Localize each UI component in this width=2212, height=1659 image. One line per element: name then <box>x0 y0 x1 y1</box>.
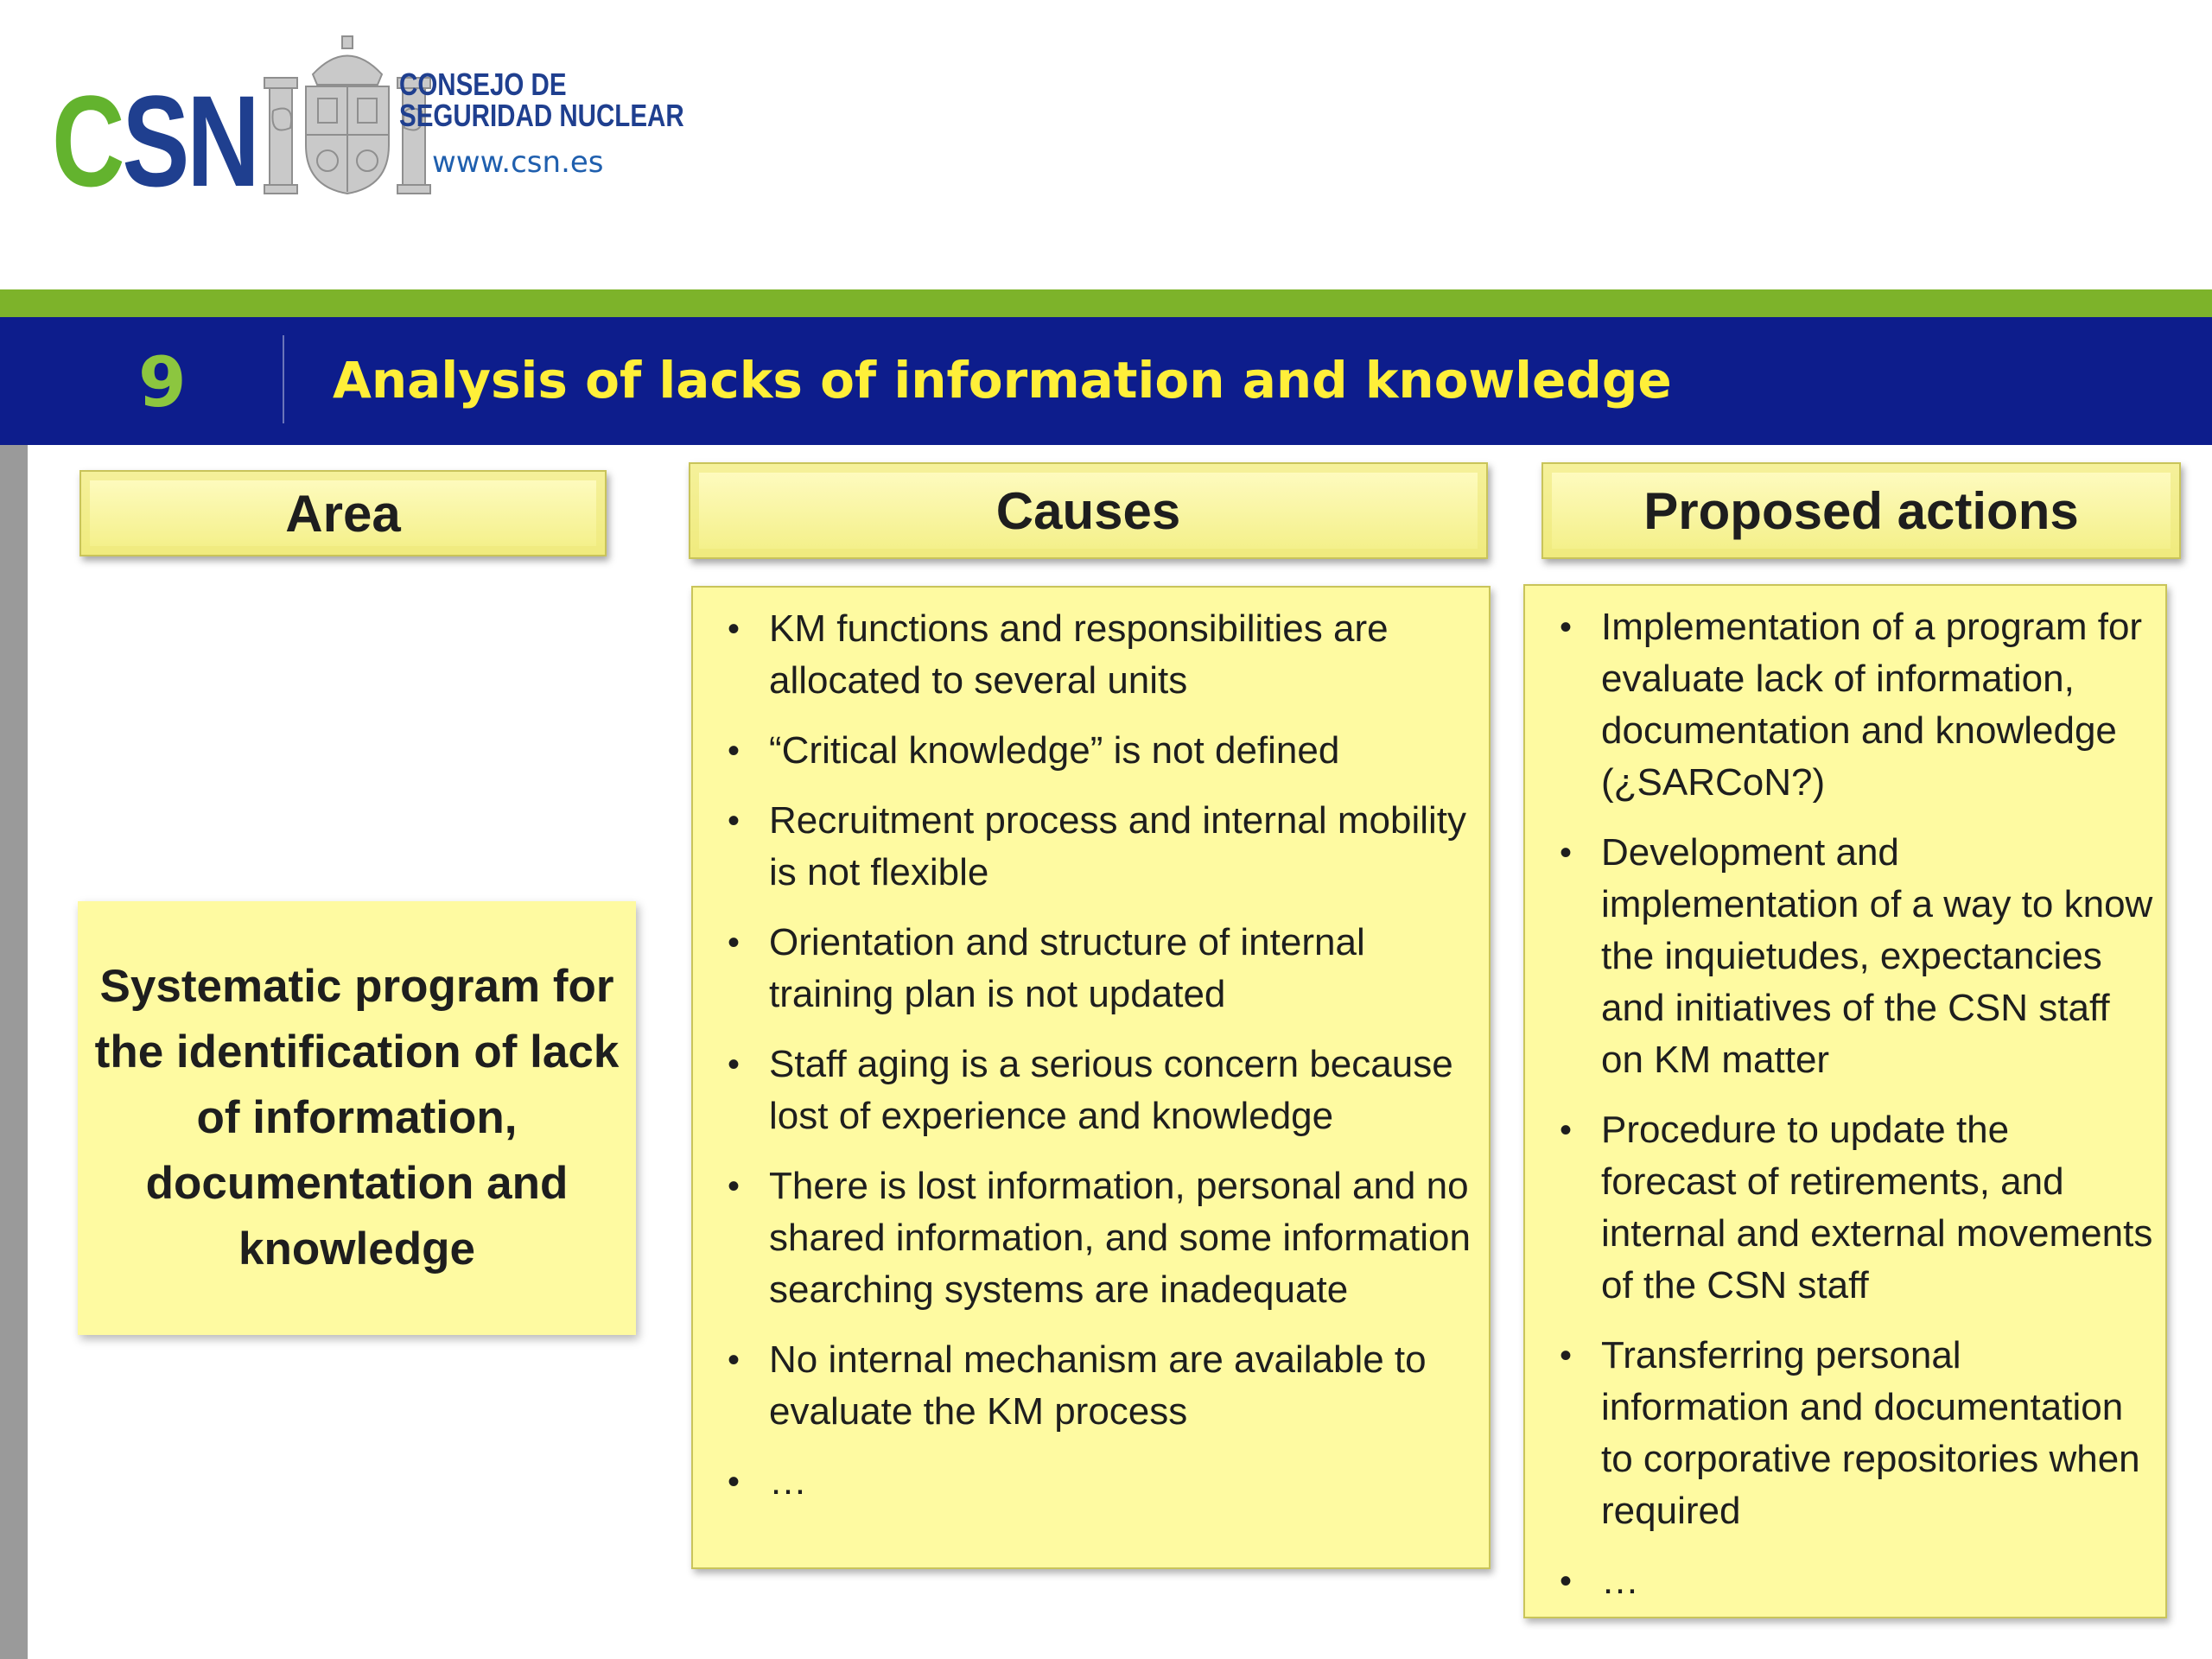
area-column-header: Area <box>79 470 607 556</box>
slide-title: Analysis of lacks of information and knowledge <box>333 351 1672 410</box>
action-item: • Transferring personal information and documentation to corporative repositories when required <box>1549 1330 2154 1537</box>
proposed-actions-box <box>1523 584 2167 1618</box>
cause-item: • No internal mechanism are available to evaluate the KM process <box>717 1334 1486 1438</box>
action-item: • Development and implementation of a way to know the inquietudes, expectancies and initiatives of the CSN staff on KM matter <box>1549 827 2154 1086</box>
logo-url: www.csn.es <box>432 145 604 180</box>
area-text: Systematic program for the identification of lack of information, documentation and knowledge <box>94 961 620 1274</box>
slide-number: 9 <box>138 342 187 423</box>
cause-item: • Orientation and structure of internal training plan is not updated <box>717 917 1486 1020</box>
causes-box <box>691 586 1491 1569</box>
causes-list <box>717 603 1486 1526</box>
logo-acronym: CSN <box>52 68 257 213</box>
proposed-actions-list <box>1549 601 2154 1625</box>
cause-item: • There is lost information, personal and no shared information, and some information searching systems are inadequate <box>717 1160 1486 1316</box>
cause-item: • … <box>717 1456 1486 1508</box>
cause-item: • Staff aging is a serious concern because lost of experience and knowledge <box>717 1039 1486 1142</box>
action-item: • Procedure to update the forecast of retirements, and internal and external movements of the CSN staff <box>1549 1104 2154 1312</box>
title-divider <box>283 335 284 423</box>
cause-item: • “Critical knowledge” is not defined <box>717 725 1486 777</box>
area-box <box>78 901 636 1335</box>
causes-column-header: Causes <box>689 462 1488 559</box>
csn-logo <box>52 33 684 213</box>
action-item: • … <box>1549 1555 2154 1607</box>
logo-organization-name: CONSEJO DE SEGURIDAD NUCLEAR <box>399 67 684 133</box>
cause-item: • Recruitment process and internal mobility is not flexible <box>717 795 1486 899</box>
proposed-actions-column-header: Proposed actions <box>1541 462 2181 559</box>
green-accent-bar <box>0 289 2212 317</box>
left-side-rule <box>0 445 28 1659</box>
action-item: • Implementation of a program for evaluate lack of information, documentation and knowledge (¿SARCoN?) <box>1549 601 2154 809</box>
cause-item: • KM functions and responsibilities are allocated to several units <box>717 603 1486 707</box>
